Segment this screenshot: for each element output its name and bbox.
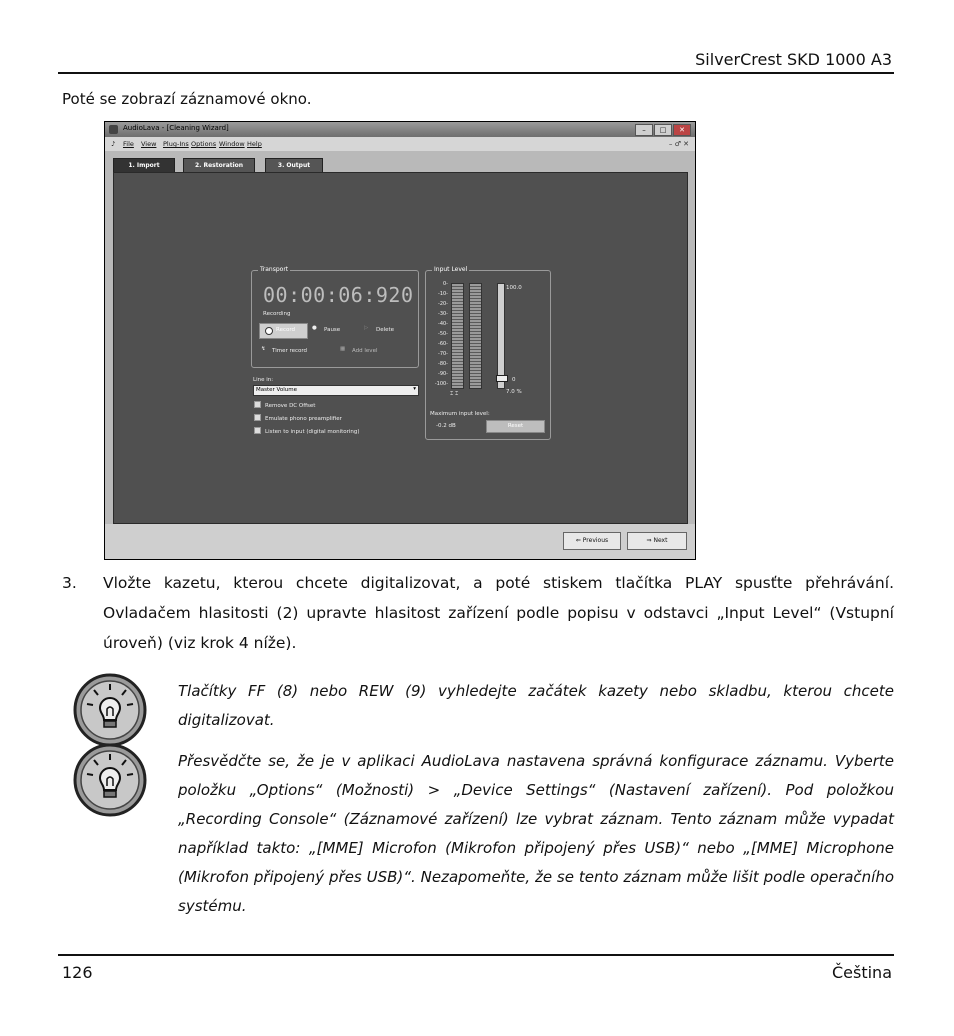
slider-max-label: 100.0 <box>506 285 522 291</box>
transport-group <box>251 266 419 368</box>
checkbox-box <box>254 414 261 421</box>
add-level-icon: ▦ <box>340 346 346 352</box>
window-title: AudioLava - [Cleaning Wizard] <box>123 124 229 132</box>
lightbulb-icon <box>72 672 148 748</box>
step-text: Vložte kazetu, kterou chcete digitalizovat, a poté stiskem tlačítka PLAY spusťte přehrávání. Ovladačem hlasitosti (2) upravte hlasitost zařízení podle popisu v odstavci „Input Level“ (Vstupní úroveň) (viz krok 4 níže). <box>103 574 894 652</box>
level-tick: -100- <box>434 381 448 387</box>
level-tick: -80- <box>438 361 448 367</box>
mdi-controls[interactable]: – ♂ ✕ <box>668 140 689 148</box>
max-input-value: -0.2 dB <box>436 423 456 429</box>
menu-file[interactable]: File <box>123 140 134 148</box>
input-level-group <box>425 266 551 440</box>
level-tick: -30- <box>438 311 448 317</box>
line-in-select[interactable] <box>253 385 419 396</box>
chevron-down-icon: ▾ <box>413 386 416 392</box>
footer-rule <box>58 954 894 956</box>
audiolava-screenshot <box>104 121 696 560</box>
app-menu-icon[interactable]: ♪ <box>111 140 116 148</box>
record-label: Record <box>276 327 296 333</box>
maximize-button[interactable]: □ <box>654 124 672 136</box>
tip-1: Tlačítky FF (8) nebo REW (9) vyhledejte začátek kazety nebo skladbu, kterou chcete digitalizovat. <box>178 682 894 729</box>
delete-button[interactable]: Delete <box>376 327 395 333</box>
left-level-meter <box>451 283 464 389</box>
app-icon <box>109 125 118 134</box>
slider-min-label: 0 <box>512 377 516 383</box>
reset-button[interactable]: Reset <box>486 420 545 433</box>
level-tick: -60- <box>438 341 448 347</box>
window-controls <box>635 124 691 136</box>
tip-2: Přesvědčte se, že je v aplikaci AudioLava nastavena správná konfigurace záznamu. Vyberte položku „Options“ (Možnosti) > „Device Settings“ (Nastavení zařízení). Pod položkou „Recording Console“ (Záznamové zařízení) lze vybrat záznam. Tento záznam může vypadat například takto: „[MME] Microfon (Mikrofon připojený přes USB)“ nebo „[MME] Microphone (Mikrofon připojený přes USB)“. Nezapomeňte, že se tento záznam může lišit podle operačního systému. <box>178 752 894 915</box>
volume-slider-track[interactable] <box>497 283 505 389</box>
meter-label-icon: ⌶ ⌶ <box>450 391 459 397</box>
line-in-value: Master Volume <box>256 387 297 393</box>
pause-icon: ● <box>312 325 317 331</box>
recording-time: 00:00:06:920 <box>263 283 414 307</box>
input-level-label: Input Level <box>434 266 468 273</box>
line-in-label: Line in: <box>253 377 274 383</box>
import-panel <box>113 172 688 524</box>
tab-import[interactable]: 1. Import <box>113 158 175 173</box>
level-tick: -50- <box>438 331 448 337</box>
checkbox-box <box>254 401 261 408</box>
delete-icon: ▷ <box>364 325 369 331</box>
add-level-button[interactable]: Add level <box>352 348 378 354</box>
tab-output[interactable]: 3. Output <box>265 158 323 173</box>
step-number: 3. <box>62 574 77 592</box>
next-button[interactable]: ⇒ Next <box>627 532 687 550</box>
emulate-phono-checkbox[interactable] <box>254 414 342 422</box>
level-tick: -90- <box>438 371 448 377</box>
checkbox-label: Emulate phono preamplifier <box>265 416 342 422</box>
lightbulb-icon <box>72 742 148 818</box>
right-level-meter <box>469 283 482 389</box>
page-number: 126 <box>62 963 93 982</box>
tab-restoration[interactable]: 2. Restoration <box>183 158 255 173</box>
previous-button[interactable]: ⇐ Previous <box>563 532 621 550</box>
header-rule <box>58 72 894 74</box>
level-tick: -40- <box>438 321 448 327</box>
window-titlebar <box>105 122 695 137</box>
menu-view[interactable]: View <box>141 140 157 148</box>
record-icon <box>265 327 273 335</box>
checkbox-label: Listen to input (digital monitoring) <box>265 429 360 435</box>
menu-options[interactable]: Options <box>191 140 217 148</box>
close-button[interactable]: ✕ <box>673 124 691 136</box>
level-tick: -10- <box>438 291 448 297</box>
step-3 <box>62 568 894 658</box>
timer-record-button[interactable]: Timer record <box>272 348 308 354</box>
menu-plugins[interactable]: Plug-Ins <box>163 140 189 148</box>
recording-status: Recording <box>263 311 291 317</box>
slider-percent: 7.0 % <box>506 389 522 395</box>
transport-label: Transport <box>260 266 289 273</box>
volume-slider-thumb[interactable] <box>496 375 508 382</box>
level-tick: -20- <box>438 301 448 307</box>
checkbox-box <box>254 427 261 434</box>
menu-window[interactable]: Window <box>219 140 245 148</box>
level-tick: -70- <box>438 351 448 357</box>
timer-icon: ↯ <box>261 346 266 352</box>
intro-text: Poté se zobrazí záznamové okno. <box>62 90 312 108</box>
minimize-button[interactable]: – <box>635 124 653 136</box>
running-header: SilverCrest SKD 1000 A3 <box>695 50 892 69</box>
pause-button[interactable]: Pause <box>324 327 341 333</box>
menu-help[interactable]: Help <box>247 140 262 148</box>
level-tick: 0- <box>443 281 448 287</box>
listen-input-checkbox[interactable] <box>254 427 360 435</box>
max-input-label: Maximum input level: <box>430 411 490 417</box>
record-button[interactable] <box>259 323 308 339</box>
menu-bar <box>105 137 695 151</box>
remove-dc-offset-checkbox[interactable] <box>254 401 315 409</box>
checkbox-label: Remove DC Offset <box>265 403 316 409</box>
language-label: Čeština <box>831 963 892 982</box>
